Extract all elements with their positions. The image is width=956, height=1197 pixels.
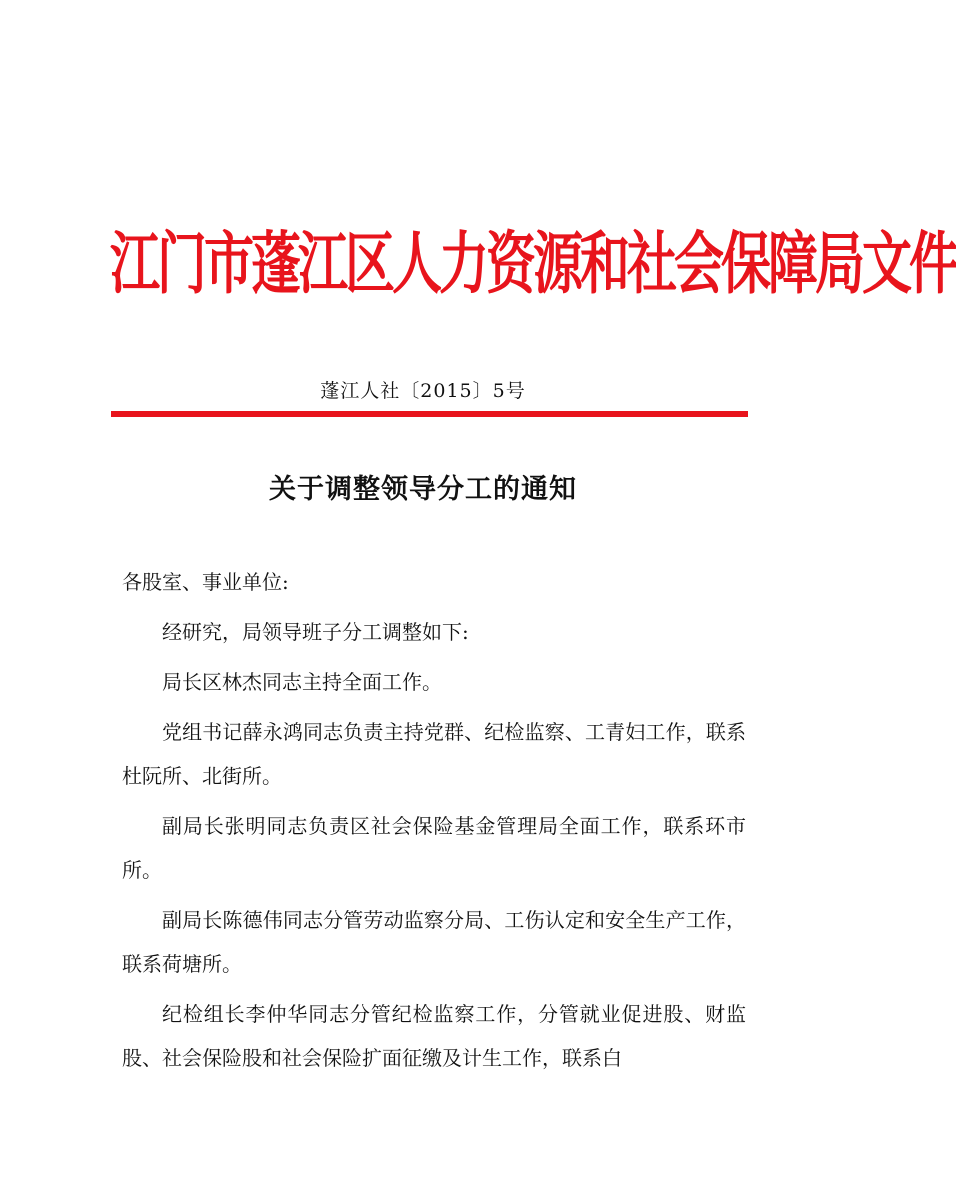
paragraph-discipline-head: 纪检组长李仲华同志分管纪检监察工作，分管就业促进股、财监股、社会保险股和社会保险扩面征缴及计生工作，联系白 <box>122 1002 746 1070</box>
document-number: 蓬江人社〔2015〕5号 <box>320 380 526 402</box>
paragraph-party-secretary: 党组书记薛永鸿同志负责主持党群、纪检监察、工青妇工作，联系杜阮所、北街所。 <box>122 720 746 788</box>
paragraph-director: 局长区林杰同志主持全面工作。 <box>162 670 442 694</box>
paragraph-intro: 经研究，局领导班子分工调整如下: <box>162 620 469 644</box>
notice-title: 关于调整领导分工的通知 <box>269 474 577 505</box>
paragraph-deputy-director-zhang: 副局长张明同志负责区社会保险基金管理局全面工作，联系环市所。 <box>122 814 746 882</box>
issuing-organization-header: 江门市蓬江区人力资源和社会保障局文件 <box>110 223 956 304</box>
notice-body <box>122 560 746 1080</box>
salutation: 各股室、事业单位: <box>122 570 289 594</box>
red-separator-rule <box>111 411 748 417</box>
paragraph-deputy-director-chen: 副局长陈德伟同志分管劳动监察分局、工伤认定和安全生产工作，联系荷塘所。 <box>122 908 746 976</box>
